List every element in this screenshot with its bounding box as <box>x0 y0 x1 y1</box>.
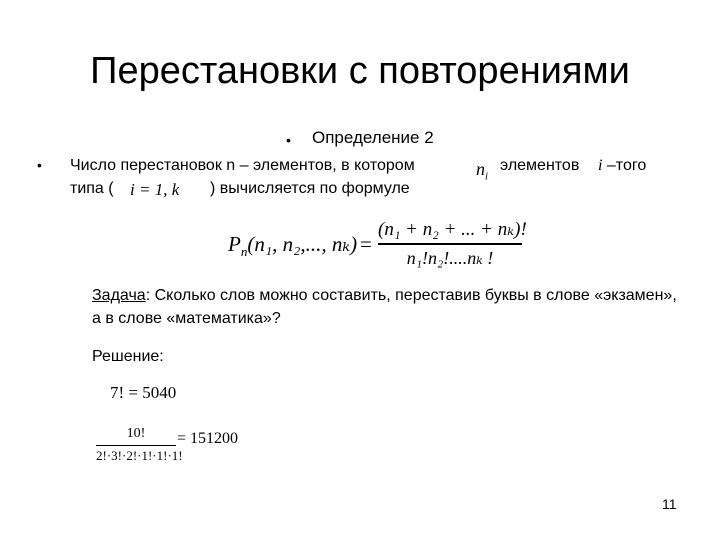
definition-text-line2-end: ) вычисляется по формуле <box>210 180 410 197</box>
answer-2-fraction <box>96 426 183 466</box>
solution-label: Решение: <box>92 348 164 365</box>
definition-text-line2-start: типа ( <box>70 180 114 197</box>
slide-title: Перестановки с повторениями <box>90 50 630 92</box>
formula-numerator: (n₁ + n₂ + ... + nₖ)! <box>378 219 527 240</box>
definition-text-line1: Число перестановок n – элементов, в котором <box>70 157 415 174</box>
answer-2-fraction-bar <box>96 445 176 446</box>
task-label: Задача <box>92 287 146 304</box>
answer-2-numerator: 10! <box>126 426 146 441</box>
formula-lhs: $P_n(n_1$, n₂,..., nₖ) <box>228 232 358 260</box>
definition-text-line1-end: элементов <box>500 157 580 174</box>
answer-2-denominator: 2!·3!·2!·1!·1!·1! <box>96 448 183 463</box>
main-bullet: • <box>37 157 42 173</box>
permutation-formula <box>228 218 538 278</box>
answer-1: 7! = 5040 <box>110 383 177 402</box>
definition-bullet: • <box>286 132 291 148</box>
task-text <box>92 284 682 330</box>
definition-heading: Определение 2 <box>312 128 434 147</box>
formula-denominator: n₁!n₂!....nₖ ! <box>406 248 494 268</box>
answer-2-result: = 151200 <box>177 430 239 447</box>
i-range: i = 1, k <box>130 180 180 199</box>
formula-equals: = <box>360 232 372 256</box>
formula-fraction-bar <box>378 243 522 245</box>
page-number: 11 <box>662 496 677 512</box>
ni-variable: $n_i$ <box>476 159 489 183</box>
i-variable-text: i –того <box>598 157 647 174</box>
task-body: : Сколько слов можно составить, переставив буквы в слове «экзамен», а в слове «математика»? <box>92 287 677 327</box>
